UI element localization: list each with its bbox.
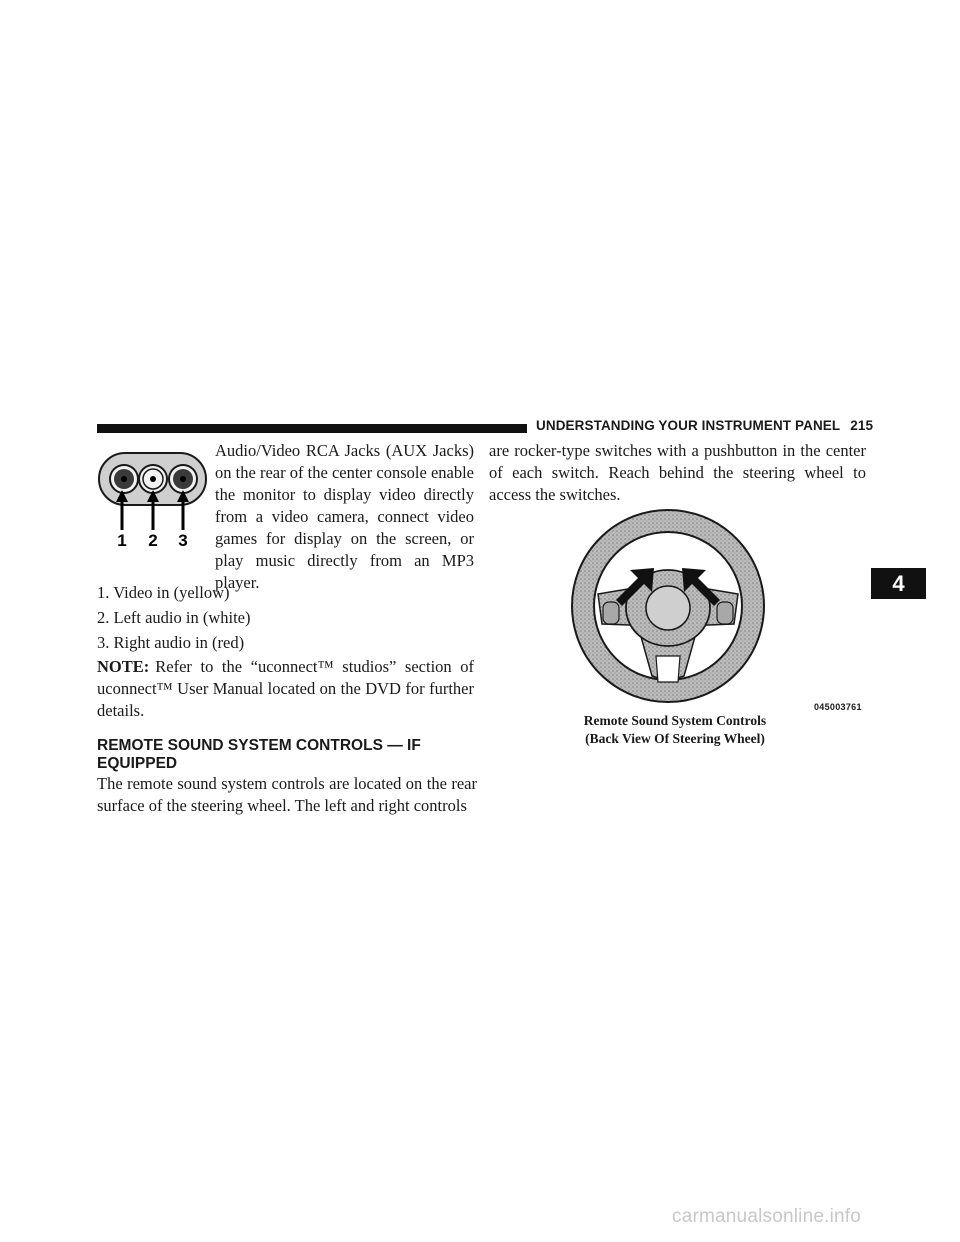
note-label: NOTE: xyxy=(97,657,150,676)
figure-caption xyxy=(540,712,810,748)
body-text-left: The remote sound system controls are located on the rear surface of the steering wheel. The left and right controls xyxy=(97,774,477,815)
jack-label-1: 1 xyxy=(117,531,127,548)
header-title: UNDERSTANDING YOUR INSTRUMENT PANEL xyxy=(536,418,841,433)
jack-label-3: 3 xyxy=(178,531,188,548)
caption-line-2: (Back View Of Steering Wheel) xyxy=(585,731,765,746)
section-heading: REMOTE SOUND SYSTEM CONTROLS — IF EQUIPPED xyxy=(97,737,421,772)
jack-2 xyxy=(139,465,167,493)
jack-label-2: 2 xyxy=(148,531,158,548)
page-number: 215 xyxy=(850,418,874,433)
list-item-video: 1. Video in (yellow) xyxy=(97,583,230,602)
steering-wheel-figure xyxy=(568,506,768,706)
intro-paragraph: Audio/Video RCA Jacks (AUX Jacks) on the rear of the center console enable the monitor to display video directly from a video camera, connect video games for display on the screen, or play music directly from an MP3 player. xyxy=(215,441,474,592)
rca-jacks-figure xyxy=(97,448,209,548)
note-text: Refer to the “uconnect™ studios” section of uconnect™ User Manual located on the DVD for further details. xyxy=(97,657,474,720)
right-control-switch xyxy=(717,602,733,624)
caption-line-1: Remote Sound System Controls xyxy=(583,713,767,728)
note-paragraph xyxy=(97,656,474,722)
left-control-switch xyxy=(603,602,619,624)
section-tab: 4 xyxy=(871,568,926,599)
watermark: carmanualsonline.info xyxy=(672,1206,862,1227)
jack-3 xyxy=(169,465,197,493)
jack-1 xyxy=(110,465,138,493)
figure-id: 045003761 xyxy=(814,702,862,712)
header-rule xyxy=(97,424,527,433)
running-header xyxy=(536,418,874,433)
list-item-left-audio: 2. Left audio in (white) xyxy=(97,608,251,627)
body-text-right: are rocker-type switches with a pushbutton in the center of each switch. Reach behind the steering wheel to access the switches. xyxy=(489,441,866,504)
list-item-right-audio: 3. Right audio in (red) xyxy=(97,633,245,652)
